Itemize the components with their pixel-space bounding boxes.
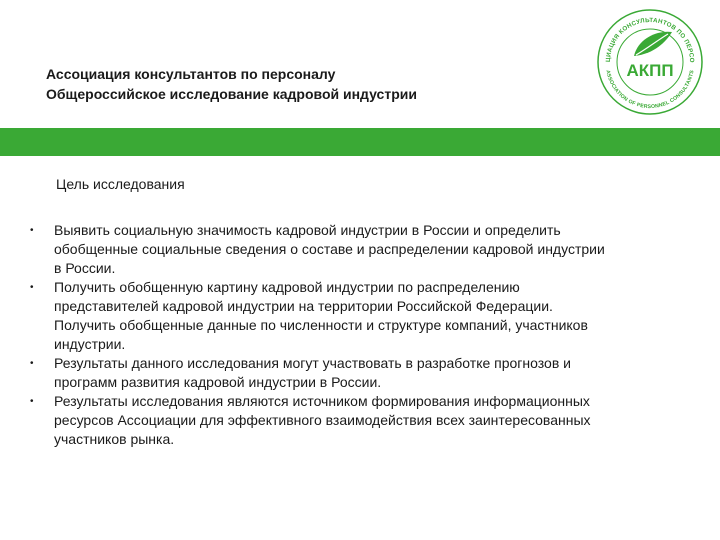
organization-title: Ассоциация консультантов по персоналу bbox=[46, 66, 336, 82]
list-item-text: Получить обобщенную картину кадровой индустрии по распределению представителей кадровой индустрии на территории Российской Федерации. Получить обобщенные данные по численности и структуре компаний, участников индустрии. bbox=[54, 279, 588, 352]
akpp-logo bbox=[596, 8, 704, 116]
study-title: Общероссийское исследование кадровой индустрии bbox=[46, 86, 417, 102]
bullet-marker: • bbox=[30, 225, 34, 236]
list-item-text: Результаты исследования являются источником формирования информационных ресурсов Ассоциации для эффективного взаимодействия всех заинтересованных участников рынка. bbox=[54, 393, 591, 447]
logo-abbreviation: АКПП bbox=[626, 61, 674, 80]
logo-ring-top-text: ЦИАЦИЯ КОНСУЛЬТАНТОВ ПО ПЕРСО bbox=[604, 16, 696, 63]
bullet-marker: • bbox=[30, 282, 34, 293]
list-item bbox=[28, 392, 688, 449]
bullet-marker: • bbox=[30, 396, 34, 407]
goals-list bbox=[28, 221, 688, 449]
list-item-text: Выявить социальную значимость кадровой индустрии в России и определить обобщенные социальные сведения о составе и распределении кадровой индустрии в России. bbox=[54, 222, 605, 276]
logo-ring-bottom-text: ASSOCIATION OF PERSONNEL CONSULTANTS bbox=[604, 69, 696, 111]
logo-emblem bbox=[596, 8, 704, 116]
list-item bbox=[28, 221, 688, 278]
green-divider-band bbox=[0, 128, 720, 156]
header-titles bbox=[46, 64, 526, 104]
list-item bbox=[28, 278, 688, 354]
list-item-text: Результаты данного исследования могут участвовать в разработке прогнозов и программ развития кадровой индустрии в России. bbox=[54, 355, 571, 390]
bullet-marker: • bbox=[30, 358, 34, 369]
section-title: Цель исследования bbox=[56, 176, 185, 192]
list-item bbox=[28, 354, 688, 392]
